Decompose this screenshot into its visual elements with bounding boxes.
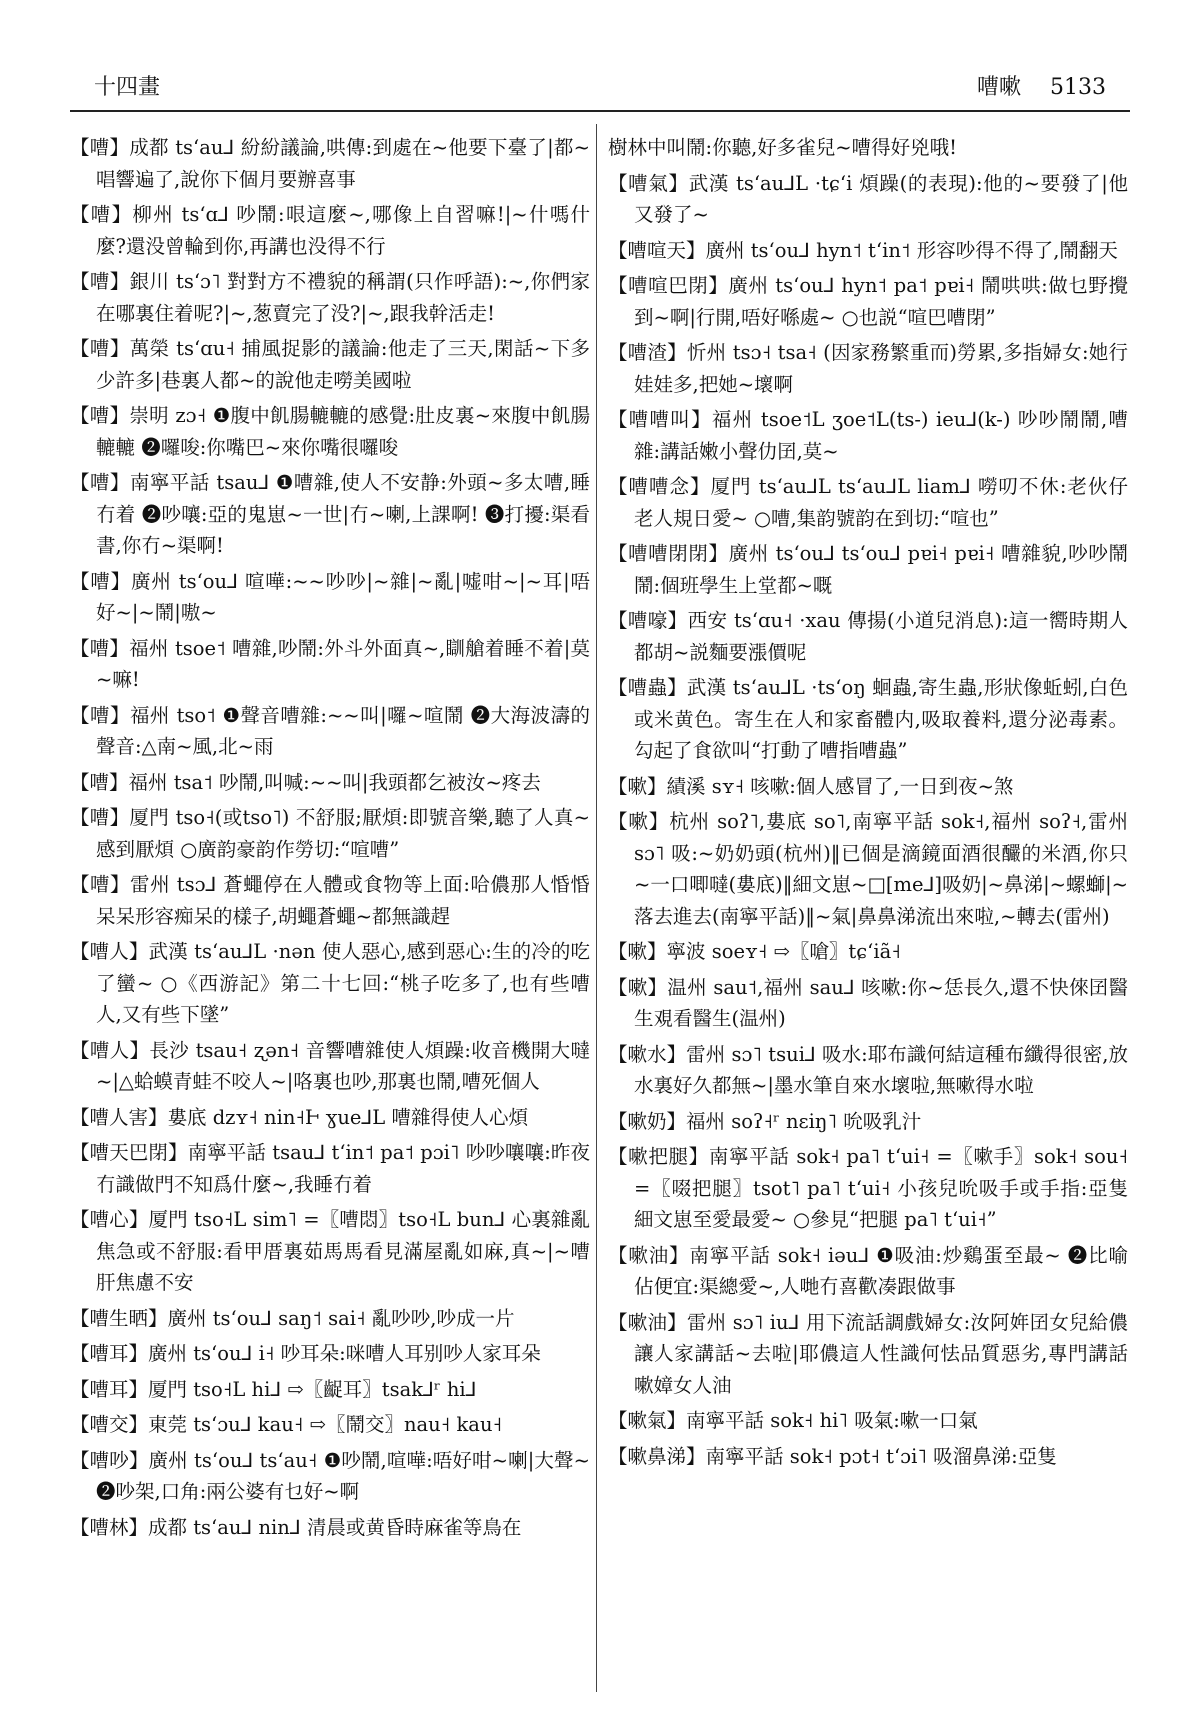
dictionary-entry: 【嘈耳】廣州 tsʻou⅃ i˧ 吵耳朵:咪嘈人耳别吵人家耳朵: [70, 1342, 541, 1365]
dictionary-entry: 【嘈嘈叫】福州 tsoe˦L ʒoe˦L(ts-) ieu⅃(k-) 吵吵鬧鬧,嘈雜:講話嫩小聲仂囝,莫~: [608, 408, 1128, 463]
dictionary-entry: 【嗽氣】南寧平話 sok˧ hi˥ 吸氣:嗽一口氣: [608, 1409, 978, 1432]
dictionary-entry: 【嘈喧巴閉】廣州 tsʻou⅃ hyn˦ pa˦ pɐi˧ 鬧哄哄:做乜野攪到~啊|行開,唔好喺處~ ○也説“喧巴嘈閉”: [608, 274, 1128, 329]
dictionary-entry: 【嗽】温州 sau˦,福州 sau⅃ 咳嗽:你~恁長久,還不快倈囝醫生覌看醫生(温州): [608, 975, 1128, 1030]
dictionary-entry: 【嘈天巴閉】南寧平話 tsau⅃ tʻin˦ pa˦ pɔi˥ 吵吵嚷嚷:昨夜冇識做門不知爲什麼~,我睡冇着: [70, 1141, 590, 1196]
dictionary-entry: 【嘈】柳州 tsʻɑ⅃ 吵鬧:哏這麼~,哪像上自習嘛!|~什嗎什麼?還没曾輪到你,再講也没得不行: [70, 203, 590, 258]
dictionary-entry: 【嘈】福州 tsoe˦ 嘈雜,吵鬧:外斗外面真~,瞓艙着睡不着|莫~嘛!: [70, 636, 590, 691]
dictionary-entry: 【嘈蟲】武漢 tsʻau⅃L ·tsʻoŋ 蛔蟲,寄生蟲,形狀像蚯蚓,白色或米黄色。寄生在人和家畜體内,吸取養料,還分泌毒素。勾起了食欲叫“打動了嘈指嘈蟲”: [608, 676, 1128, 762]
dictionary-entry: 【嘈渣】忻州 tsɔ˧ tsa˧ (因家務繁重而)勞累,多指婦女:她行娃娃多,把她~壞啊: [608, 341, 1128, 396]
dictionary-entry: 【嘈】福州 tsa˦ 吵鬧,叫喊:~~叫|我頭都乞被汝~疼去: [70, 770, 541, 794]
header-right: [955, 70, 1106, 101]
dictionary-entry: 【嗽】績溪 sʏ˧ 咳嗽:個人感冒了,一日到夜~煞: [608, 774, 1014, 798]
dictionary-entry: 【嘈】銀川 tsʻɔ˥ 對對方不禮貌的稱謂(只作呼語):~,你們家在哪裏住着呢?|~,葱賣完了没?|~,跟我幹活走!: [70, 270, 590, 325]
left-column: [70, 132, 590, 1692]
dictionary-entry: 【嗽油】南寧平話 sok˧ iəu⅃ ❶吸油:炒鷄蛋至最~ ❷比喻佔便宜:渠總愛~,人哋冇喜歡凑跟做事: [608, 1243, 1128, 1298]
dictionary-entry: 【嘈嚎】西安 tsʻɑu˧ ·xau 傳揚(小道兒消息):這一嚮時期人都胡~説麵要漲價呢: [608, 609, 1128, 664]
dictionary-entry: 【嘈吵】廣州 tsʻou⅃ tsʻau˧ ❶吵鬧,喧嘩:唔好咁~喇|大聲~ ❷吵架,口角:兩公婆有乜好~啊: [70, 1448, 590, 1503]
dictionary-entry: 樹林中叫鬧:你聽,好多雀兒~嘈得好兇哦!: [608, 136, 957, 159]
dictionary-entry: 【嗽鼻涕】南寧平話 sok˧ pɔt˧ tʻɔi˥ 吸溜鼻涕:亞隻: [608, 1444, 1057, 1468]
dictionary-entry: 【嘈喧天】廣州 tsʻou⅃ hyn˦ tʻin˦ 形容吵得不得了,鬧翻天: [608, 238, 1118, 262]
dictionary-entry: 【嘈】南寧平話 tsau⅃ ❶嘈雜,使人不安静:外頭~多太嘈,睡冇着 ❷吵嚷:亞的鬼崽~一世|冇~喇,上課啊! ❸打擾:渠看書,你冇~渠啊!: [70, 471, 590, 557]
dictionary-entry: 【嘈人】長沙 tsau˧ ʐən˧ 音響嘈雜使人煩躁:收音機開大噠~|△蛤蟆青蛙不咬人~|咯裏也吵,那裏也鬧,嘈死個人: [70, 1038, 590, 1093]
dictionary-entry: 【嘈】萬榮 tsʻɑu˧ 捕風捉影的議論:他走了三天,閑話~下多少許多|巷裏人都~的說他走嘮美國啦: [70, 337, 590, 392]
dictionary-entry: 【嘈交】東莞 tsʻɔu⅃ kau˧ ⇨〖鬧交〗nau˧ kau˧: [70, 1413, 503, 1436]
dictionary-entry: 【嗽】寧波 soeʏ˧ ⇨〖嗆〗tɕʻiã˧: [608, 940, 901, 963]
column-divider: [596, 124, 597, 1692]
dictionary-entry: 【嘈心】厦門 tso˧L sim˥ =〖嘈悶〗tso˧L bun⅃ 心裏雜亂焦急或不舒服:看甲厝裏茹馬馬看見滿屋亂如麻,真~|~嘈肝焦慮不安: [70, 1208, 590, 1294]
dictionary-entry: 【嗽】杭州 soʔ˥,婁底 so˥,南寧平話 sok˧,福州 soʔ˧,雷州 sɔ˥ 吸:~奶奶頭(杭州)‖已個是滴鏡面酒很釅的米酒,你只~一口唧噠(婁底)‖細文崽~□[me⅃]吸奶|~鼻涕|~螺螄|~落去進去(南寧平話)‖~氣|鼻鼻涕流出來啦,~轉去(雷州): [608, 810, 1128, 928]
page-header: [70, 68, 1130, 112]
dictionary-entry: 【嗽把腿】南寧平話 sok˧ pa˥ tʻui˧ =〖嗽手〗sok˧ sou˧ =〖啜把腿〗tsot˥ pa˥ tʻui˧ 小孩兒吮吸手或手指:亞隻細文崽至愛最愛~ ○參見“把腿 pa˥ tʻui˧”: [608, 1145, 1128, 1231]
dictionary-entry: 【嗽奶】福州 soʔ˧ʳ nɛiŋ˥ 吮吸乳汁: [608, 1109, 922, 1133]
dictionary-entry: 【嘈氣】武漢 tsʻau⅃L ·tɕʻi 煩躁(的表現):他的~要發了|他又發了~: [608, 171, 1128, 226]
dictionary-entry: 【嗽油】雷州 sɔ˥ iu⅃ 用下流話調戲婦女:汝阿姩囝女兒給儂讓人家講話~去啦|耶儂這人性識何怯品質惡劣,專門講話嗽嫜女人油: [608, 1310, 1128, 1397]
dictionary-entry: 【嘈人害】婁底 dzʏ˧ nin˧Ⱶ ɣue⅃L 嘈雜得使人心煩: [70, 1105, 528, 1129]
dictionary-entry: 【嘈】雷州 tsɔ⅃ 蒼蠅停在人體或食物等上面:哈儂那人惛惛呆呆形容痴呆的樣子,胡蠅蒼蠅~都無識趕: [70, 873, 590, 928]
dictionary-entry: 【嘈嘈閉閉】廣州 tsʻou⅃ tsʻou⅃ pɐi˧ pɐi˧ 嘈雜貌,吵吵鬧鬧:個班學生上堂都~嘅: [608, 542, 1128, 597]
dictionary-entry: 【嘈】崇明 zɔ˧ ❶腹中飢腸轆轆的感覺:肚皮裏~來腹中飢腸轆轆 ❷囉唆:你嘴巴~來你嘴很囉唆: [70, 404, 590, 459]
dictionary-entry: 【嘈人】武漢 tsʻau⅃L ·nən 使人惡心,感到惡心:生的冷的吃了蠻~ ○《西游記》第二十七回:“桃子吃多了,也有些嘈人,又有些下墜”: [70, 940, 590, 1026]
dictionary-entry: 【嘈】成都 tsʻau⅃ 紛紛議論,哄傳:到處在~他要下臺了|都~唱響遍了,說你下個月要辦喜事: [70, 136, 590, 191]
dictionary-entry: 【嘈林】成都 tsʻau⅃ nin⅃ 清晨或黄昏時麻雀等鳥在: [70, 1515, 522, 1539]
dictionary-entry: 【嗽水】雷州 sɔ˥ tsui⅃ 吸水:耶布識何結這種布纖得很密,放水裏好久都無~|墨水筆自來水壞啦,無嗽得水啦: [608, 1042, 1128, 1097]
section-title: 十四畫: [94, 75, 161, 100]
right-column: [608, 132, 1128, 1692]
dictionary-entry: 【嘈耳】厦門 tso˧L hi⅃ ⇨〖齪耳〗tsak⅃ʳ hi⅃: [70, 1377, 477, 1401]
dictionary-entry: 【嘈】厦門 tso˧(或tso˥) 不舒服;厭煩:即號音樂,聽了人真~感到厭煩 ○廣韵豪韵作勞切:“喧嘈”: [70, 806, 590, 861]
page-number: 5133: [1050, 75, 1106, 100]
dictionary-entry: 【嘈】廣州 tsʻou⅃ 喧嘩:~~吵吵|~雜|~亂|嘘咁~|~耳|唔好~|~鬧|嗷~: [70, 569, 590, 624]
running-headwords: 嘈嗽: [976, 75, 1021, 100]
dictionary-entry: 【嘈生晒】廣州 tsʻou⅃ saŋ˦ sai˧ 亂吵吵,吵成一片: [70, 1306, 515, 1330]
dictionary-entry: 【嘈嘈念】厦門 tsʻau⅃L tsʻau⅃L liam⅃ 嘮叨不休:老伙仔老人規日愛~ ○嘈,集韵號韵在到切:“喧也”: [608, 475, 1128, 530]
dictionary-entry: 【嘈】福州 tso˦ ❶聲音嘈雜:~~叫|囉~喧鬧 ❷大海波濤的聲音:△南~風,北~雨: [70, 703, 590, 758]
